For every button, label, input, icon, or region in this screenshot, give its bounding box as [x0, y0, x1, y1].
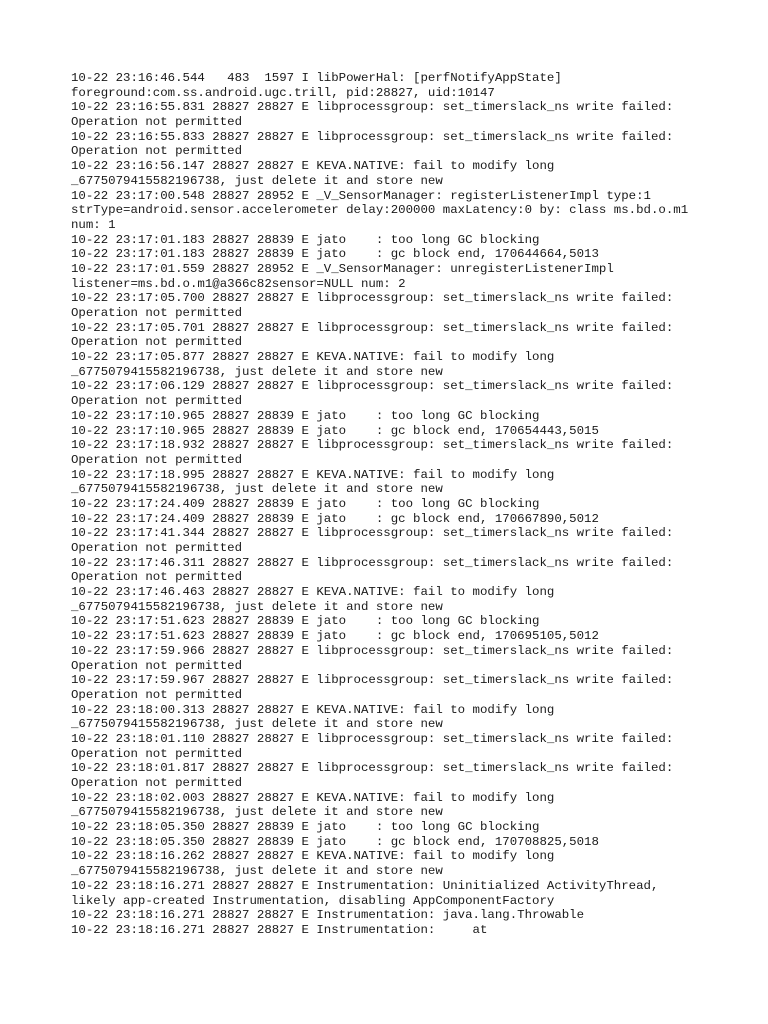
log-line: Operation not permitted [71, 746, 243, 761]
log-line: 10-22 23:16:46.544 483 1597 I libPowerHal: [perfNotifyAppState] [71, 71, 562, 85]
log-line: 10-22 23:18:16.271 28827 28827 E Instrumentation: java.lang.Throwable [71, 908, 585, 923]
log-line: 10-22 23:17:10.965 28827 28839 E jato : too long GC blocking [71, 408, 540, 423]
log-line: Operation not permitted [71, 452, 243, 467]
log-line: 10-22 23:17:05.700 28827 28827 E libprocessgroup: set_timerslack_ns write failed: [71, 291, 674, 306]
log-line: 10-22 23:17:41.344 28827 28827 E libprocessgroup: set_timerslack_ns write failed: [71, 526, 674, 541]
log-line: 10-22 23:17:24.409 28827 28839 E jato : gc block end, 170667890,5012 [71, 511, 599, 526]
log-line: 10-22 23:17:18.932 28827 28827 E libprocessgroup: set_timerslack_ns write failed: [71, 438, 674, 453]
log-line: Operation not permitted [71, 541, 243, 555]
log-line: _6775079415582196738, just delete it and store new [71, 482, 443, 497]
log-line: 10-22 23:16:55.831 28827 28827 E libprocessgroup: set_timerslack_ns write failed: [71, 100, 674, 115]
log-line: Operation not permitted [71, 335, 243, 350]
log-line: likely app-created Instrumentation, disabling AppComponentFactory [71, 893, 555, 908]
log-line: 10-22 23:17:46.311 28827 28827 E libprocessgroup: set_timerslack_ns write failed: [71, 555, 674, 570]
log-line: 10-22 23:17:51.623 28827 28839 E jato : gc block end, 170695105,5012 [71, 629, 599, 644]
log-line: 10-22 23:17:46.463 28827 28827 E KEVA.NATIVE: fail to modify long [71, 585, 555, 600]
log-line: Operation not permitted [71, 394, 243, 409]
log-line: _6775079415582196738, just delete it and store new [71, 599, 443, 614]
log-line: _6775079415582196738, just delete it and store new [71, 805, 443, 820]
log-line: 10-22 23:16:55.833 28827 28827 E libprocessgroup: set_timerslack_ns write failed: [71, 129, 674, 144]
log-line: Operation not permitted [71, 115, 243, 130]
log-line: _6775079415582196738, just delete it and store new [71, 364, 443, 379]
log-line: 10-22 23:17:10.965 28827 28839 E jato : gc block end, 170654443,5015 [71, 423, 599, 438]
log-line: 10-22 23:18:16.271 28827 28827 E Instrumentation: Uninitialized ActivityThread, [71, 878, 659, 893]
log-line: 10-22 23:18:01.110 28827 28827 E libprocessgroup: set_timerslack_ns write failed: [71, 731, 674, 746]
log-line: 10-22 23:17:05.877 28827 28827 E KEVA.NATIVE: fail to modify long [71, 350, 555, 365]
log-line: 10-22 23:18:16.271 28827 28827 E Instrumentation: at [71, 922, 488, 937]
log-line: Operation not permitted [71, 687, 243, 702]
log-line: 10-22 23:17:01.183 28827 28839 E jato : too long GC blocking [71, 232, 540, 247]
log-line: 10-22 23:17:18.995 28827 28827 E KEVA.NATIVE: fail to modify long [71, 467, 555, 482]
log-line: strType=android.sensor.accelerometer delay:200000 maxLatency:0 by: class ms.bd.o.m1 [71, 203, 689, 218]
log-line: _6775079415582196738, just delete it and store new [71, 717, 443, 732]
log-line: 10-22 23:17:24.409 28827 28839 E jato : too long GC blocking [71, 496, 540, 511]
log-line: 10-22 23:18:16.262 28827 28827 E KEVA.NATIVE: fail to modify long [71, 849, 555, 864]
log-line: 10-22 23:16:56.147 28827 28827 E KEVA.NATIVE: fail to modify long [71, 159, 555, 174]
log-line: 10-22 23:18:05.350 28827 28839 E jato : gc block end, 170708825,5018 [71, 834, 599, 849]
log-line: Operation not permitted [71, 658, 243, 673]
log-line: Operation not permitted [71, 306, 243, 320]
log-line: Operation not permitted [71, 570, 243, 585]
log-line: 10-22 23:18:01.817 28827 28827 E libprocessgroup: set_timerslack_ns write failed: [71, 761, 674, 776]
log-line: listener=ms.bd.o.m1@a366c82sensor=NULL num: 2 [71, 276, 406, 291]
log-line: 10-22 23:17:00.548 28827 28952 E _V_SensorManager: registerListenerImpl type:1 [71, 188, 651, 203]
log-line: 10-22 23:17:01.559 28827 28952 E _V_SensorManager: unregisterListenerImpl [71, 261, 614, 276]
log-line: foreground:com.ss.android.ugc.trill, pid:28827, uid:10147 [71, 85, 495, 100]
log-line: 10-22 23:17:59.967 28827 28827 E libprocessgroup: set_timerslack_ns write failed: [71, 673, 674, 688]
log-line: _6775079415582196738, just delete it and store new [71, 173, 443, 188]
log-line: 10-22 23:17:06.129 28827 28827 E libprocessgroup: set_timerslack_ns write failed: [71, 379, 674, 394]
log-document [71, 71, 751, 938]
log-line: _6775079415582196738, just delete it and store new [71, 864, 443, 879]
log-line: num: 1 [71, 217, 116, 232]
log-line: Operation not permitted [71, 144, 243, 159]
log-line: 10-22 23:17:05.701 28827 28827 E libprocessgroup: set_timerslack_ns write failed: [71, 320, 674, 335]
log-line: 10-22 23:18:00.313 28827 28827 E KEVA.NATIVE: fail to modify long [71, 702, 555, 717]
log-line: Operation not permitted [71, 776, 243, 790]
log-line: 10-22 23:17:51.623 28827 28839 E jato : too long GC blocking [71, 614, 540, 629]
log-line: 10-22 23:18:05.350 28827 28839 E jato : too long GC blocking [71, 820, 540, 835]
log-line: 10-22 23:17:59.966 28827 28827 E libprocessgroup: set_timerslack_ns write failed: [71, 643, 674, 658]
log-line: 10-22 23:18:02.003 28827 28827 E KEVA.NATIVE: fail to modify long [71, 790, 555, 805]
log-line: 10-22 23:17:01.183 28827 28839 E jato : gc block end, 170644664,5013 [71, 247, 599, 262]
